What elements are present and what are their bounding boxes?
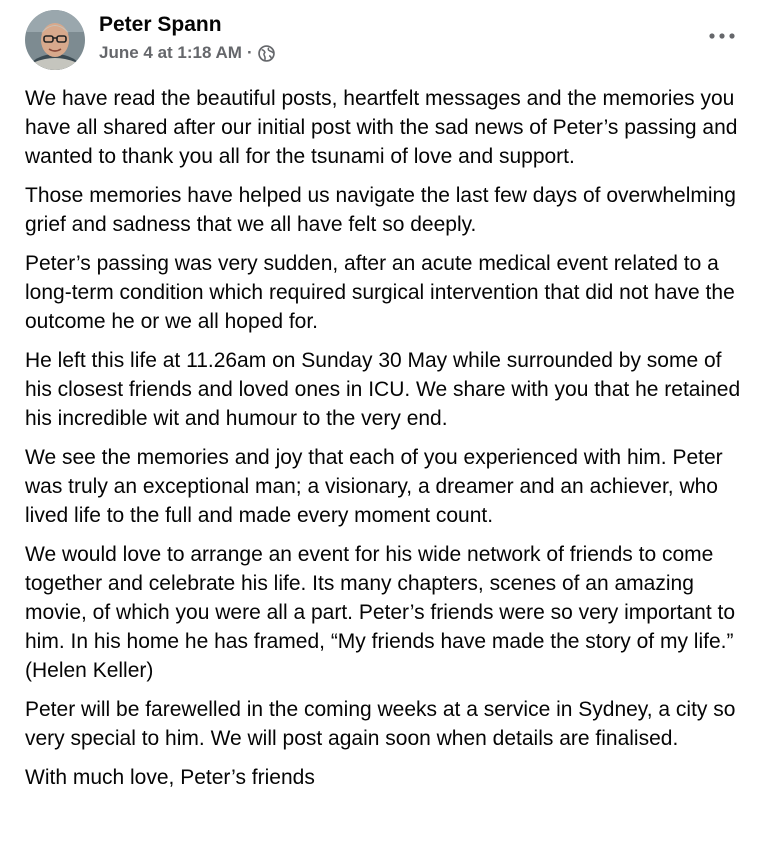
avatar[interactable] (25, 10, 85, 70)
post-paragraph: We have read the beautiful posts, heartfelt messages and the memories you have all shared after our initial post with the sad news of Peter’s passing and wanted to thank you all for the tsunami of love and support. (25, 87, 738, 168)
post-paragraph: Peter’s passing was very sudden, after an acute medical event related to a long-term condition which required surgical intervention that did not have the outcome he or we all hoped for. (25, 252, 735, 333)
globe-icon[interactable] (258, 45, 275, 62)
more-options-button[interactable] (705, 26, 739, 46)
post-signoff: With much love, Peter’s friends (25, 766, 315, 789)
post-paragraph: We see the memories and joy that each of you experienced with him. Peter was truly an exceptional man; a visionary, a dreamer and an achiever, who lived life to the full and made every moment count. (25, 446, 723, 527)
post-paragraph: We would love to arrange an event for his wide network of friends to come together and celebrate his life. Its many chapters, scenes of an amazing movie, of which you were all a part. Peter’s friends were so very important to him. In his home he has framed, “My friends have made the story of my life.” (Helen Keller) (25, 543, 736, 682)
post-header (25, 10, 743, 72)
post-paragraph: Those memories have helped us navigate the last few days of overwhelming grief and sadness that we all have felt so deeply. (25, 184, 736, 236)
post-meta (99, 42, 275, 64)
more-options-icon (709, 33, 735, 39)
post-body (25, 84, 744, 802)
author-name[interactable]: Peter Spann (99, 13, 222, 36)
post-paragraph: He left this life at 11.26am on Sunday 30 May while surrounded by some of his closest friends and loved ones in ICU. We share with you that he retained his incredible wit and humour to the very end. (25, 349, 741, 430)
post-timestamp[interactable]: June 4 at 1:18 AM (99, 43, 242, 62)
meta-separator: · (246, 43, 253, 62)
post-paragraph: Peter will be farewelled in the coming weeks at a service in Sydney, a city so very special to him. We will post again soon when details are finalised. (25, 698, 736, 750)
avatar-image (25, 10, 85, 70)
